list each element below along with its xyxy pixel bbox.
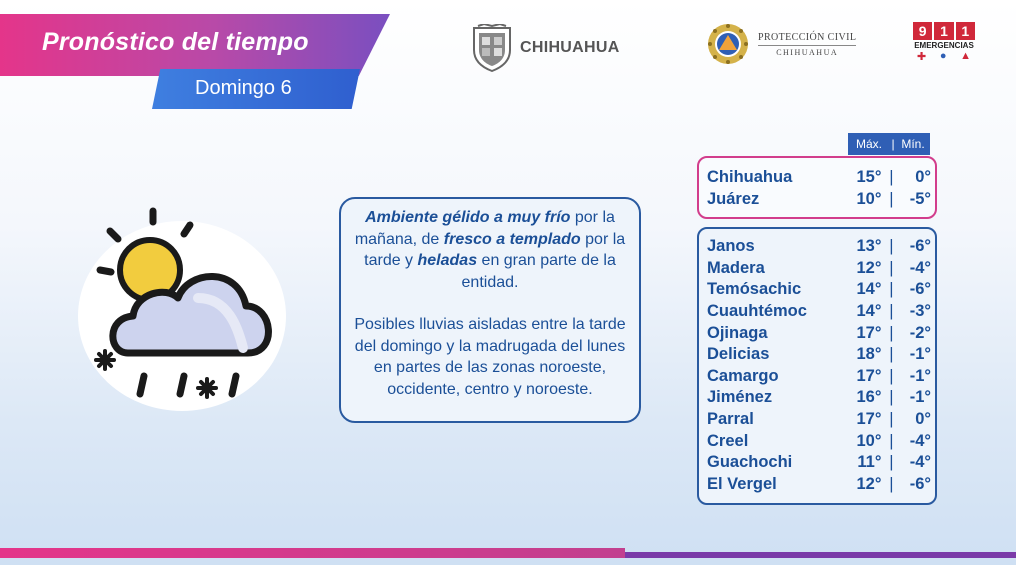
table-row bbox=[707, 474, 931, 496]
temp-min: -4° bbox=[909, 258, 931, 277]
forecast-text-emphasis: heladas bbox=[417, 252, 478, 269]
digit-9: 9 bbox=[913, 22, 932, 40]
temp-min: -4° bbox=[909, 453, 931, 472]
table-row bbox=[707, 167, 931, 189]
temp-min: -4° bbox=[909, 431, 931, 450]
city-name: Cuauhtémoc bbox=[707, 302, 807, 321]
main-cities-box bbox=[697, 156, 937, 219]
emergencias-911-logo bbox=[913, 22, 975, 63]
chihuahua-logo-text: CHIHUAHUA bbox=[520, 39, 620, 56]
temp-max: 13° bbox=[856, 237, 882, 256]
temp-max: 17° bbox=[856, 323, 882, 342]
temp-separator: | bbox=[889, 190, 894, 209]
temp-min: -1° bbox=[909, 366, 931, 385]
temp-separator: | bbox=[889, 345, 894, 364]
temp-separator: | bbox=[889, 474, 894, 493]
temp-min: -5° bbox=[909, 190, 931, 209]
proteccion-civil-subtitle: CHIHUAHUA bbox=[776, 47, 839, 57]
city-name: Guachochi bbox=[707, 453, 793, 472]
digit-1: 1 bbox=[934, 22, 953, 40]
temp-separator: | bbox=[889, 431, 894, 450]
table-row bbox=[707, 258, 931, 280]
temp-separator: | bbox=[889, 453, 894, 472]
temp-separator: | bbox=[889, 323, 894, 342]
bottom-bar-pink bbox=[0, 548, 625, 558]
temp-min: -2° bbox=[909, 323, 931, 342]
temp-max: 12° bbox=[856, 474, 882, 493]
temp-min: -1° bbox=[909, 388, 931, 407]
city-name: El Vergel bbox=[707, 474, 777, 493]
temp-min: 0° bbox=[915, 168, 931, 187]
temp-min: -6° bbox=[909, 474, 931, 493]
forecast-text: por la mañana, de bbox=[354, 209, 615, 248]
city-name: Camargo bbox=[707, 366, 779, 385]
forecast-paragraph-1 bbox=[351, 207, 629, 293]
shield-icon bbox=[470, 24, 514, 72]
partly-cloudy-snow-rain-icon bbox=[78, 198, 293, 413]
forecast-description bbox=[339, 197, 641, 423]
temp-separator: | bbox=[889, 258, 894, 277]
temp-max: 15° bbox=[856, 168, 882, 187]
temp-min: -1° bbox=[909, 345, 931, 364]
police-icon: ● bbox=[939, 50, 947, 62]
proteccion-civil-logo bbox=[706, 22, 856, 66]
temp-max: 16° bbox=[856, 388, 882, 407]
city-name: Chihuahua bbox=[707, 168, 793, 187]
header-min: Mín. bbox=[896, 133, 930, 155]
page-title: Pronóstico del tiempo bbox=[42, 28, 309, 56]
city-name: Delicias bbox=[707, 345, 770, 364]
temp-min: -6° bbox=[909, 237, 931, 256]
temp-separator: | bbox=[889, 168, 894, 187]
logo-divider bbox=[758, 45, 856, 46]
table-row bbox=[707, 452, 931, 474]
table-row bbox=[707, 430, 931, 452]
temp-max: 18° bbox=[856, 345, 882, 364]
table-row bbox=[707, 344, 931, 366]
chihuahua-logo bbox=[470, 24, 620, 72]
city-name: Temósachic bbox=[707, 280, 802, 299]
civil-protection-icon bbox=[706, 22, 750, 66]
medical-cross-icon: ✚ bbox=[917, 51, 927, 63]
forecast-text: por la tarde y bbox=[364, 230, 626, 269]
city-name: Ojinaga bbox=[707, 323, 768, 342]
temp-max: 17° bbox=[856, 366, 882, 385]
forecast-paragraph-2: Posibles lluvias aisladas entre la tarde del domingo y la madrugada del lunes en partes de las zonas noroeste, occidente, centro y noroeste. bbox=[354, 316, 626, 398]
forecast-text: en gran parte de la entidad. bbox=[461, 252, 616, 291]
temp-separator: | bbox=[889, 302, 894, 321]
temp-separator: | bbox=[889, 388, 894, 407]
temp-separator: | bbox=[889, 280, 894, 299]
temp-min: 0° bbox=[915, 410, 931, 429]
forecast-text-emphasis: fresco a templado bbox=[443, 230, 581, 248]
city-name: Parral bbox=[707, 410, 754, 429]
day-label: Domingo 6 bbox=[195, 77, 292, 99]
emergency-icons bbox=[913, 50, 975, 63]
table-row bbox=[707, 322, 931, 344]
temp-max: 14° bbox=[856, 280, 882, 299]
temp-max: 11° bbox=[857, 453, 882, 472]
other-cities-box bbox=[697, 227, 937, 505]
city-name: Juárez bbox=[707, 190, 760, 209]
emergency-number bbox=[913, 22, 975, 40]
proteccion-civil-title: PROTECCIÓN CIVIL bbox=[758, 31, 857, 43]
table-row bbox=[707, 189, 931, 211]
table-row bbox=[707, 236, 931, 258]
temp-max: 17° bbox=[856, 410, 882, 429]
forecast-text-emphasis: Ambiente gélido a muy frío bbox=[365, 209, 571, 226]
city-name: Madera bbox=[707, 258, 765, 277]
temp-min: -3° bbox=[909, 302, 931, 321]
temp-separator: | bbox=[889, 366, 894, 385]
table-row bbox=[707, 409, 931, 431]
digit-1b: 1 bbox=[956, 22, 975, 40]
city-name: Janos bbox=[707, 237, 755, 256]
emergency-label: EMERGENCIAS bbox=[914, 41, 974, 50]
city-name: Creel bbox=[707, 431, 749, 450]
header-max: Máx. bbox=[848, 133, 890, 155]
temp-separator: | bbox=[889, 410, 894, 429]
city-name: Jiménez bbox=[707, 388, 773, 407]
fire-icon: ▲ bbox=[960, 50, 971, 62]
temp-min: -6° bbox=[909, 280, 931, 299]
bottom-bar-purple bbox=[625, 552, 1016, 558]
header-separator: | bbox=[888, 133, 898, 155]
table-row bbox=[707, 279, 931, 301]
temp-max: 14° bbox=[856, 302, 882, 321]
table-row bbox=[707, 301, 931, 323]
temp-separator: | bbox=[889, 237, 894, 256]
table-row bbox=[707, 387, 931, 409]
table-row bbox=[707, 366, 931, 388]
temp-max: 10° bbox=[856, 190, 882, 209]
temp-max: 12° bbox=[856, 258, 882, 277]
temp-max: 10° bbox=[856, 431, 882, 450]
